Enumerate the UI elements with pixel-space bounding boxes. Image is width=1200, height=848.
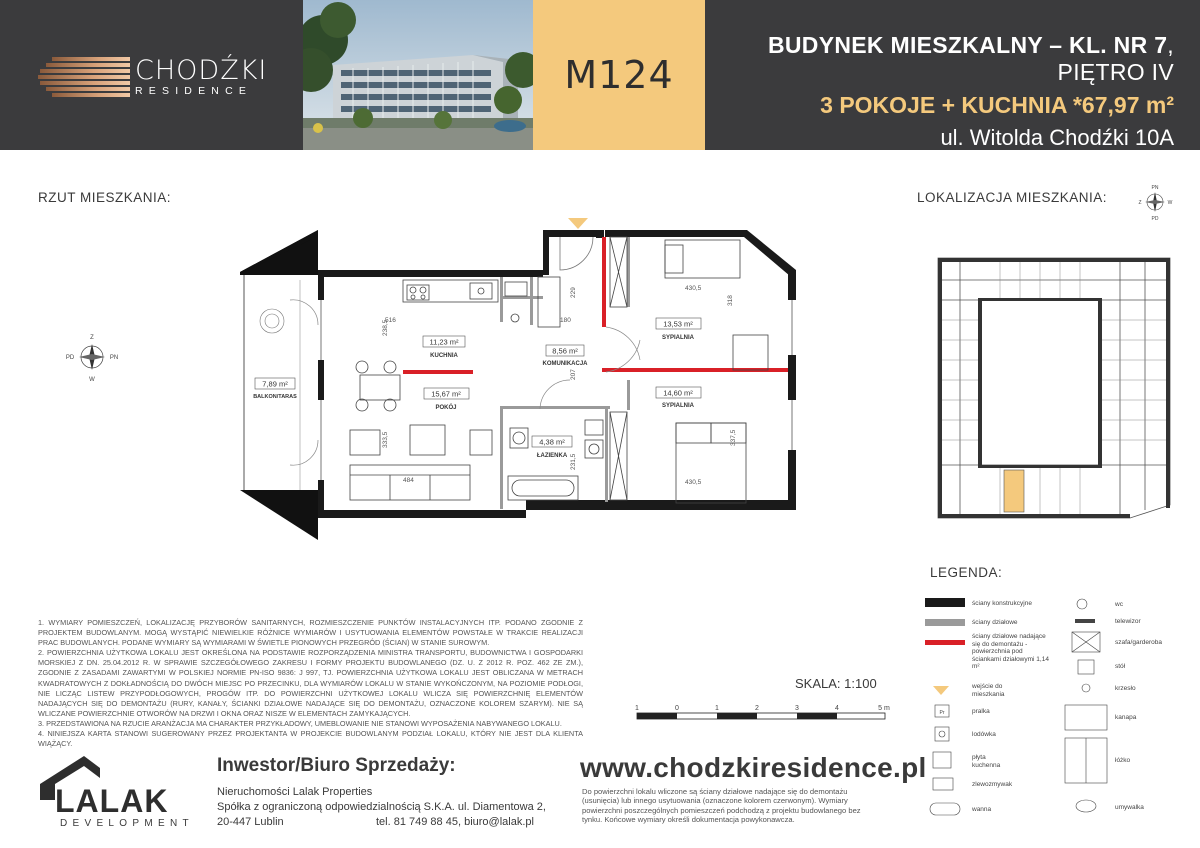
investor-name: Nieruchomości Lalak Properties xyxy=(217,786,373,798)
dim-bed2-height: 337,5 xyxy=(730,429,737,446)
compass-z: Z xyxy=(90,335,94,341)
legend-entrance: wejście do mieszkania xyxy=(972,683,1005,698)
room-bedroom-2 xyxy=(656,387,701,409)
svg-text:Pr: Pr xyxy=(939,710,945,716)
brand-subtitle: RESIDENCE xyxy=(135,85,253,97)
svg-text:11,23 m²: 11,23 m² xyxy=(429,337,459,347)
legend-tv: telewizor xyxy=(1115,618,1141,625)
investor-address-2: 20-447 Lublin xyxy=(217,816,284,828)
note-3: 3. PRZEDSTAWIONA NA RZUCIE ARANŻACJA MA CHARAKTER PRZYKŁADOWY, UMEBLOWANIE NIE STANOWI WYPOSAŻENIA NABYWANEGO LOKALU. xyxy=(38,718,562,728)
compass-pn: PN xyxy=(109,355,119,361)
investor-contact[interactable]: tel. 81 749 88 45, biuro@lalak.pl xyxy=(376,816,534,828)
svg-text:2: 2 xyxy=(755,705,759,712)
address: ul. Witolda Chodźki 10A xyxy=(940,125,1174,150)
svg-text:0: 0 xyxy=(675,705,679,712)
plan-title: RZUT MIESZKANIA: xyxy=(38,190,172,205)
dim-bed1-width: 430,5 xyxy=(685,285,702,292)
room-bathroom xyxy=(532,436,572,459)
compass-pd: PD xyxy=(65,355,75,361)
room-corridor xyxy=(543,345,589,367)
dim-comm-lower: 207 xyxy=(570,369,577,380)
svg-text:BALKON/TARAS: BALKON/TARAS xyxy=(253,394,297,400)
svg-text:LALAK: LALAK xyxy=(55,783,169,819)
compass-w: W xyxy=(89,377,95,383)
legend-sink: zlewozmywak xyxy=(972,781,1013,788)
legend-sofa: kanapa xyxy=(1115,714,1137,721)
svg-text:ŁAZIENKA: ŁAZIENKA xyxy=(536,453,568,459)
investor-address-1: Spółka z ograniczoną odpowiedzialnością S.K.A. ul. Diamentowa 2, xyxy=(217,801,546,813)
dim-bath-height: 231,5 xyxy=(570,453,577,470)
lalak-logo-icon xyxy=(40,756,168,819)
room-balcony xyxy=(253,378,297,400)
note-2: 2. POWIERZCHNIA UŻYTKOWA LOKALU JEST OKREŚLONA NA PODSTAWIE ROZPORZĄDZENIA MINISTRA TRANSPORTU, BUDOWNICTWA I GOSPODARKI MORSKIEJ Z DN. 25.04.2012 R. W SPRAWIE SZCZEGÓŁOWEGO ZAKRESU I FORMY PROJEKTU BUDOWLANEGO (DZ. U. Z 2012 R. POZ. 462 ZE ZM.), ZGODNIE Z ZASADAMI ZAWARTYMI W POLSKIEJ NORMIE PN-ISO 9836: J 997, TJ. POWIERZCHNIA UŻYTKOWA LOKALU JEST OBLICZANA W METRACH KWADRATOWYCH Z DOKŁADNOŚCIĄ DO DWÓCH MIEJSC PO PRZECINKU, DLA WYMIARÓW LOKALU W STANIE WYKOŃCZONYM, NA POZIOMIE PODŁOGI, NIE LICZĄC LISTEW PRZYPODŁOGOWYCH, PROGÓW ITP. DO POWIERZCHNI UŻYTKOWEJ LOKALU WLICZA SIĘ POWIERZCHNIĘ ELEMENTÓW NADAJĄCYCH SIĘ DO DEMONTAŻU (RURY, KANAŁY, ŚCIANKI DZIAŁOWE NADAJĄCE SIĘ DO DEMONTAŻU, OZNACZONE KOLOREM SZARYM). NIE SĄ WLICZANE POWIERZCHNIE OTWORÓW NA DRZWI I OKNA ORAZ NISZE W ELEMENTACH ZAMYKAJĄCYCH. xyxy=(38,648,583,718)
legend-wardrobe: szafa/garderoba xyxy=(1115,639,1162,646)
dim-bed1-height: 318 xyxy=(727,295,734,306)
svg-text:1: 1 xyxy=(635,705,639,712)
legend-fridge: lodówka xyxy=(972,731,996,738)
location-title: LOKALIZACJA MIESZKANIA: xyxy=(917,190,1108,205)
legend-icons xyxy=(925,598,1107,815)
rooms-area: 3 POKOJE + KUCHNIA *67,97 m² xyxy=(820,92,1174,118)
building-label: BUDYNEK MIESZKALNY – KL. NR 7 xyxy=(767,32,1168,58)
plant-icon xyxy=(260,309,284,333)
dim-comm-width: 180 xyxy=(560,317,571,324)
dim-living-width: 484 xyxy=(403,477,414,484)
notes xyxy=(38,618,583,749)
svg-text:KUCHNIA: KUCHNIA xyxy=(430,353,458,359)
dim-bed2-width: 430,5 xyxy=(685,479,702,486)
svg-text:1: 1 xyxy=(715,705,719,712)
developer-subtitle: DEVELOPMENT xyxy=(60,818,194,829)
legend-wc: wc xyxy=(1115,601,1123,608)
dim-comm-height: 229 xyxy=(570,287,577,298)
legend-stove: płyta kuchenna xyxy=(972,754,1001,769)
svg-text:W: W xyxy=(1167,200,1173,206)
disclaimer: Do powierzchni lokalu wliczone są ściany działowe nadające się do demontażu (usunięcia) lub innego usytuowania (oznaczone kolorem czerwonym). Wymiary powierzchni poszczególnych pomieszczeń podchodzą z projektu budowlanego bez tynku. Końcowe wymiary określi dokumentacja powykonawcza. xyxy=(582,787,861,825)
scale-label: SKALA: 1:100 xyxy=(795,676,877,691)
legend-title: LEGENDA: xyxy=(930,565,1003,580)
svg-text:KOMUNIKACJA: KOMUNIKACJA xyxy=(542,361,588,367)
svg-text:8,56 m²: 8,56 m² xyxy=(552,346,578,356)
svg-text:POKÓJ: POKÓJ xyxy=(435,405,457,411)
compass-icon xyxy=(66,335,118,383)
apartment-code: M124 xyxy=(564,53,674,97)
dim-kitchen-width: 516 xyxy=(385,317,396,324)
svg-text:4: 4 xyxy=(835,705,839,712)
legend-washbasin: umywalka xyxy=(1115,804,1144,811)
website-link[interactable]: www.chodzkiresidence.pl xyxy=(580,752,927,783)
note-4: 4. NINIEJSZA KARTA STANOWI SUGEROWANY PRZEZ PROJEKTANTA W PROJEKCIE BUDOWLANYM PODZIAŁ LOKALU, KTÓRY NIE JEST DLA KLIENTA WIĄŻĄCY. xyxy=(38,729,583,749)
brand-name: CHODŹKI xyxy=(135,55,268,86)
svg-text:PN: PN xyxy=(1151,185,1159,191)
svg-text:15,67 m²: 15,67 m² xyxy=(431,389,461,399)
note-1: 1. WYMIARY POMIESZCZEŃ, LOKALIZACJĘ PRZYBORÓW SANITARNYCH, ROZMIESZCZENIE PUNKTÓW INSTALACYJNYCH ITP. PODANO ZGODNIE Z PROJEKTEM BUDOWLANYM. MOGĄ WYSTĄPIĆ NIEWIELKIE RÓŻNICE WYMIARÓW I USYTUOWANIA ELEMENTÓW POWSTAŁE W TRAKCIE REALIZACJI PRAC BUDOWLANYCH. PODANE WYMIARY SĄ WYMIARAMI W ŚWIETLE PIONOWYCH PRZEGRÓD (ŚCIAN) W STANIE SUROWYM. xyxy=(38,618,583,648)
svg-text:14,60 m²: 14,60 m² xyxy=(663,388,693,398)
svg-text:13,53 m²: 13,53 m² xyxy=(663,319,693,329)
svg-text:PD: PD xyxy=(1151,216,1159,222)
apartment-location-highlight xyxy=(1004,470,1024,512)
legend-walls-removable: ściany działowe nadające się do demontażu - powierzchnia pod ściankami działowymi 1,14 m² xyxy=(972,633,1049,670)
svg-text:Z: Z xyxy=(1138,200,1142,206)
svg-text:3: 3 xyxy=(795,705,799,712)
entrance-marker-icon xyxy=(568,218,588,229)
svg-text:SYPIALNIA: SYPIALNIA xyxy=(661,335,695,341)
investor-title: Inwestor/Biuro Sprzedaży: xyxy=(217,755,456,776)
location-compass-icon xyxy=(1138,185,1172,222)
scale-bar xyxy=(635,705,890,719)
svg-text:SYPIALNIA: SYPIALNIA xyxy=(661,403,695,409)
floor-label: , PIĘTRO IV xyxy=(1057,32,1174,85)
dim-kitchen-height: 238,5 xyxy=(382,319,389,336)
legend-bed: łóżko xyxy=(1115,757,1131,764)
legend-walls-structural: ściany konstrukcyjne xyxy=(972,600,1032,607)
legend-table: stół xyxy=(1115,663,1126,670)
svg-text:4,38 m²: 4,38 m² xyxy=(539,437,565,447)
room-bedroom-1 xyxy=(656,318,701,341)
room-kitchen xyxy=(423,336,465,359)
legend-bathtub: wanna xyxy=(972,806,992,813)
room-living xyxy=(424,388,469,411)
svg-text:5 m: 5 m xyxy=(878,705,890,712)
svg-text:7,89 m²: 7,89 m² xyxy=(262,379,288,389)
legend-walls-partition: ściany działowe xyxy=(972,619,1018,626)
legend-washer: pralka xyxy=(972,708,990,715)
location-map xyxy=(938,258,1170,518)
legend-chair: krzesło xyxy=(1115,685,1136,692)
dim-living-height: 333,5 xyxy=(382,431,389,448)
